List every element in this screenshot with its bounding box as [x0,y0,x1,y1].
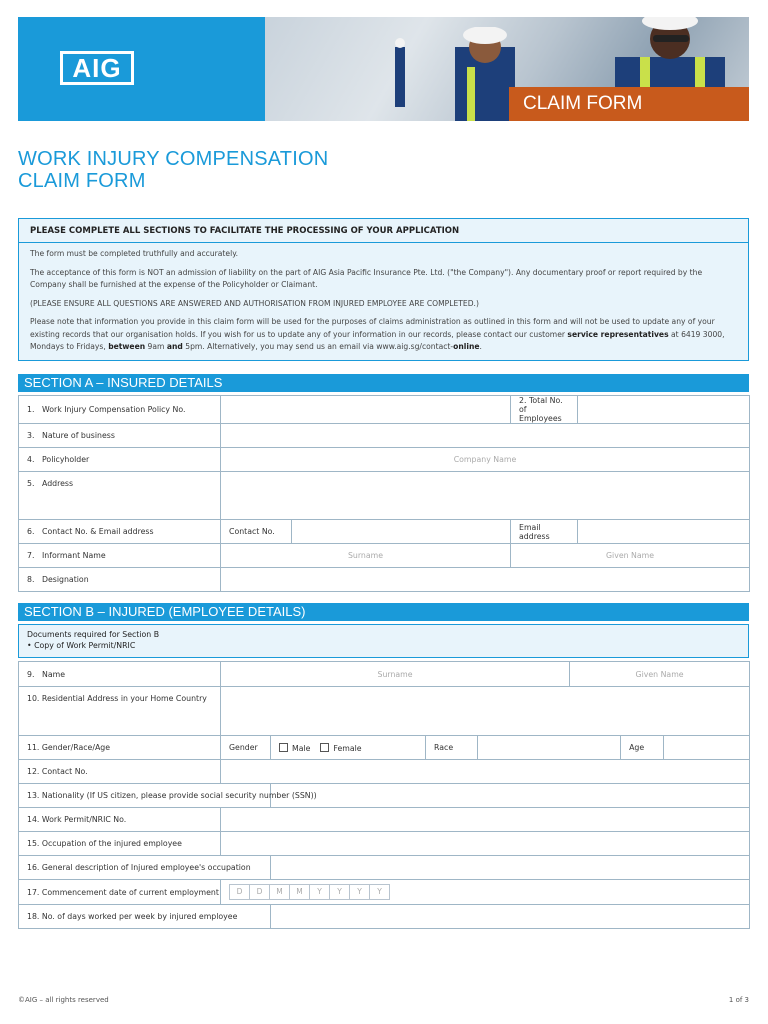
section-b-header: SECTION B – INJURED (EMPLOYEE DETAILS) [18,603,749,621]
row-work-permit [19,808,750,832]
label-gender-race-age: 11. Gender/Race/Age [19,736,221,760]
date-cells [229,884,741,900]
input-policy-no[interactable] [221,396,511,424]
label-policyholder: Policyholder [42,455,90,464]
input-informant-given-name[interactable]: Given Name [511,544,750,568]
aig-logo: AIG [60,51,134,85]
label-contact-no-b: 12. Contact No. [19,760,221,784]
label-occupation: 15. Occupation of the injured employee [19,832,221,856]
label-work-permit: 14. Work Permit/NRIC No. [19,808,221,832]
label-name: Name [42,669,66,679]
page-number: 1 of 3 [728,996,749,1004]
header-banner [18,17,749,121]
row-days-worked [19,905,750,929]
date-cell-year-2[interactable]: Y [329,884,350,900]
label-nationality: 13. Nationality (If US citizen, please provide social security number (SSN)) [19,784,271,808]
label-age: Age [621,736,664,760]
row-occupation [19,832,750,856]
instruction-3: (PLEASE ENSURE ALL QUESTIONS ARE ANSWERED AND AUTHORISATION FROM INJURED EMPLOYEE ARE COMPLETED.) [30,298,479,308]
input-nature-business[interactable] [221,424,750,448]
input-nationality[interactable] [271,784,750,808]
page-title-line2: CLAIM FORM [18,170,146,192]
documents-item: • Copy of Work Permit/NRIC [27,641,136,650]
label-residential-address: 10. Residential Address in your Home Country [19,687,221,736]
input-race[interactable] [478,736,621,760]
label-contact-no: Contact No. [221,520,292,544]
row-commencement-date [19,880,750,905]
date-cell-year-3[interactable]: Y [349,884,370,900]
label-occupation-description: 16. General description of Injured employee's occupation [19,856,271,880]
date-cell-day-2[interactable]: D [249,884,270,900]
header-photo [265,17,749,121]
row-designation: 8. Designation [19,568,750,592]
label-address: Address [42,479,74,488]
row-name: 9. Name Surname Given Name [19,662,750,687]
label-contact-email: Contact No. & Email address [42,527,154,536]
row-contact: 6. Contact No. & Email address Contact No. Email address [19,520,750,544]
date-cell-month-2[interactable]: M [289,884,310,900]
input-designation[interactable] [221,568,750,592]
instructions-box [18,218,749,361]
section-a-table [18,395,750,592]
input-age[interactable] [664,736,750,760]
label-female: Female [333,743,362,753]
input-email[interactable] [578,520,750,544]
input-informant-surname[interactable]: Surname [221,544,511,568]
page-title [18,148,328,192]
label-total-employees: 2. Total No. of Employees [511,396,578,424]
label-policy-no: Work Injury Compensation Policy No. [42,405,186,414]
instruction-4: Please note that information you provide in this claim form will be used for the purposes of claims administration as outlined in this form and will not be used to update any of your existing records that our organisation holds. If you wish for us to update any of your information in our records, please contact our customer service representatives at 6419 3000, Mondays to Fridays, between 9am and 5pm. Alternatively, you may send us an email via www.aig.sg/contact-online. [30,317,725,351]
label-commencement-date: 17. Commencement date of current employment [19,880,221,905]
documents-heading: Documents required for Section B [27,630,160,639]
input-days-worked[interactable] [271,905,750,929]
documents-required-box [18,624,749,658]
input-contact-no-b[interactable] [221,760,750,784]
gender-options [271,736,426,760]
row-contact-no [19,760,750,784]
input-policyholder[interactable]: Company Name [221,448,750,472]
row-nature-business: 3. Nature of business [19,424,750,448]
label-nature-business: Nature of business [42,431,115,440]
female-checkbox[interactable] [320,743,329,752]
row-address: 5. Address [19,472,750,520]
male-checkbox[interactable] [279,743,288,752]
instruction-1: The form must be completed truthfully and accurately. [30,249,239,258]
label-days-worked: 18. No. of days worked per week by injured employee [19,905,271,929]
date-cell-month-1[interactable]: M [269,884,290,900]
label-email: Email address [511,520,578,544]
instructions-heading: PLEASE COMPLETE ALL SECTIONS TO FACILITATE THE PROCESSING OF YOUR APPLICATION [19,219,748,243]
row-policyholder: 4. Policyholder Company Name [19,448,750,472]
input-residential-address[interactable] [221,687,750,736]
input-given-name[interactable]: Given Name [570,662,750,687]
row-policy-no: 1. Work Injury Compensation Policy No. 2. Total No. of Employees [19,396,750,424]
row-nationality [19,784,750,808]
instructions-body [19,243,748,365]
label-race: Race [426,736,478,760]
label-designation: Designation [42,575,89,584]
date-field [221,880,750,905]
input-address[interactable] [221,472,750,520]
copyright: ©AIG – all rights reserved [18,996,109,1004]
date-cell-year-1[interactable]: Y [309,884,330,900]
section-b-table [18,661,750,929]
input-work-permit[interactable] [221,808,750,832]
label-gender: Gender [221,736,271,760]
instruction-2: The acceptance of this form is NOT an admission of liability on the part of AIG Asia Pacific Insurance Pte. Ltd. ("the Company"). Any documentary proof or report required by the Company shall be furnished at the expense of the Policyholder or Claimant. [30,267,703,289]
page-title-line1: WORK INJURY COMPENSATION [18,148,329,170]
section-a-header: SECTION A – INSURED DETAILS [18,374,749,392]
row-residential-address [19,687,750,736]
label-male: Male [292,743,311,753]
input-occupation-description[interactable] [271,856,750,880]
input-surname[interactable]: Surname [221,662,570,687]
date-cell-year-4[interactable]: Y [369,884,390,900]
row-informant: 7. Informant Name Surname Given Name [19,544,750,568]
date-cell-day-1[interactable]: D [229,884,250,900]
logo-panel [18,17,265,121]
input-total-employees[interactable] [578,396,750,424]
input-contact-no[interactable] [292,520,511,544]
row-occupation-description [19,856,750,880]
label-informant: Informant Name [42,551,106,560]
input-occupation[interactable] [221,832,750,856]
row-gender-race-age [19,736,750,760]
claim-form-label: CLAIM FORM [509,87,749,121]
